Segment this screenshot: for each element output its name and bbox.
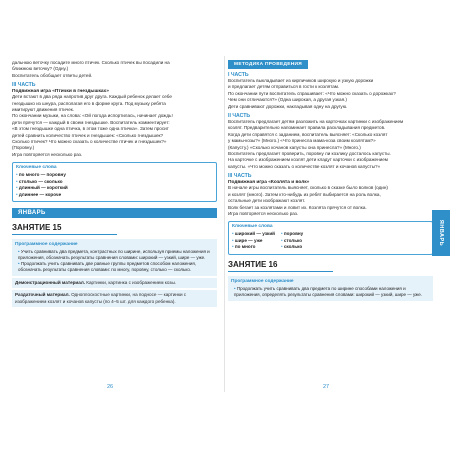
part1-line: Воспитатель выкладывает из кирпичиков широкую и узкую дорожки [228, 78, 374, 83]
part-2-heading: II ЧАСТЬ [228, 113, 251, 120]
program-heading: Программное содержание [231, 278, 294, 284]
month-side-tab-label: ЯНВАРЬ [438, 219, 444, 247]
intro-line-2: ближнюю веточку? (Одну.) [12, 66, 69, 72]
keywords-column-2 [281, 231, 303, 250]
game-text-line: имитируют движения птичек. [12, 107, 75, 113]
game-title: Подвижная игра «Птички в гнездышках» [12, 89, 109, 95]
game-text-line: Волк бегает за козлятами и ловит их. Козлята прячутся от волка. [228, 204, 367, 210]
keyword-item: • широкий — узкий [232, 231, 275, 237]
game-text-line: По окончании музыки, на слова: «Ой погода испортилась, начинает дождь! [12, 113, 173, 119]
handout-material-text: Одноплоскостные картинки, на подносе — картинки с изображением козлят и кочанов капусты (по 4–5 шт. для каждого ребенка). [15, 292, 187, 304]
left-page [12, 60, 217, 390]
right-page [228, 60, 433, 390]
keyword-item: • поровну [281, 231, 303, 237]
game-text-line: Игра повторяется несколько раз. [12, 151, 83, 157]
part-1-heading: I ЧАСТЬ [228, 72, 249, 78]
part2-line: Когда дети справятся с заданием, воспитатель выясняет: «Сколько козлят [228, 131, 388, 137]
part2-line: Воспитатель предлагает проверить, поровну ли козлику досталось капусты. [228, 151, 391, 157]
keyword-item: • столько — сколько [16, 179, 213, 185]
game-text-line: и козлят (много). Затем кто-нибудь из ребят выбирается на роль волка, [228, 191, 381, 197]
page-number: 27 [323, 384, 330, 390]
page-number: 26 [107, 384, 114, 390]
program-content-box [228, 276, 433, 301]
part1-line: Дети сравнивают дорожки, накладывая одну на другую. [228, 103, 348, 109]
keyword-item: • по много — поровну [16, 172, 213, 178]
lesson-title: ЗАНЯТИЕ 15 [12, 223, 117, 235]
handout-material-label: Раздаточный материал. [15, 292, 70, 298]
game-text-line: гнездышко из шнура, располагая его в форме круга. Под музыку ребята [12, 100, 166, 106]
part2-line: На карточке с изображением козлят дети кладут карточки с изображением [228, 157, 388, 163]
lesson-title: ЗАНЯТИЕ 16 [228, 260, 333, 272]
intro-line-1: дальнюю веточку посадите много птичек. Сколько птичек вы посадили на [12, 60, 170, 65]
month-bar [12, 208, 217, 218]
game-text-line: детей сравнить количество птичек и гнездышек: «Сколько гнездышек? [12, 132, 164, 138]
month-label: ЯНВАРЬ [18, 209, 46, 216]
program-item: • Продолжать учить сравнивать два предмета по ширине способами наложения и приложения, определять результаты сравнения словами: широкий — узкий, шире — уже. [231, 286, 430, 298]
keyword-item: • столько [281, 238, 303, 244]
program-item: • Продолжать учить сравнивать две равные группы предметов способом наложения, обозначать результаты сравнения словами: по многу, поровну, столько — сколько. [15, 261, 214, 273]
intro-line-3: Воспитатель обобщает ответы детей. [12, 72, 93, 78]
game-text-line: (Поровну.) [12, 145, 35, 151]
part1-line: По окончании пути воспитатель спрашивает: «Что можно сказать о дорожках? [228, 90, 396, 96]
program-item: • Учить сравнивать два предмета, контрастных по ширине, используя приемы наложения и приложения, обозначать результаты сравнения словами: широкий — узкий, шире — уже. [15, 249, 214, 261]
month-side-tab [432, 210, 450, 256]
demo-material [12, 278, 217, 288]
keyword-item: • длинный — короткий [16, 185, 213, 191]
keyword-item: • сколько [281, 244, 303, 250]
keywords-title: Ключевые слова [232, 224, 273, 230]
game-title: Подвижная игра «Козлята и волк» [228, 180, 310, 186]
book-spine [224, 56, 225, 392]
game-text-line: Сколько птичек? Что можно сказать о количестве птичек и гнездышек?» [12, 139, 167, 145]
demo-material-text: Картинки, картинка с изображением козы. [86, 279, 177, 285]
part1-line: Чем они отличаются?» (Одна широкая, а другая узкая.) [228, 97, 347, 103]
game-text-line: Дети встают в два ряда напротив друг друга. Каждый ребенок делает себе [12, 94, 172, 100]
game-text-line: дети прячутся — каждый в своем гнездышке. Воспитатель комментирует: [12, 119, 170, 125]
section-header-tab [228, 60, 308, 69]
demo-material-label: Демонстрационный материал. [15, 279, 86, 285]
part1-line: и предлагает детям отправиться в гости к козлятам. [228, 84, 340, 90]
part2-line: козлят. Предварительно напоминает правила раскладывания предметов. [228, 125, 386, 131]
keywords-box [228, 221, 433, 254]
section-header-label: МЕТОДИКА ПРОВЕДЕНИЯ [234, 62, 302, 67]
game-text-line: В начале игры воспитатель выясняет, сколько в сказке было волков (один) [228, 185, 388, 191]
part-3-heading: III ЧАСТЬ [228, 173, 252, 180]
game-text-line: «В этом гнездышке одна птичка, в этом тоже одна птичка». Затем просит [12, 126, 169, 132]
keywords-box [12, 162, 217, 202]
part-3-heading: III ЧАСТЬ [12, 82, 36, 89]
game-text-line: Игра повторяется несколько раз. [228, 210, 299, 216]
part2-line: Воспитатель предлагает детям разложить на карточках картинки с изображением [228, 119, 404, 125]
keyword-item: • длиннее — короче [16, 192, 213, 198]
keywords-column-1 [232, 231, 275, 250]
keyword-item: • по много [232, 244, 275, 250]
program-heading: Программное содержание [15, 241, 78, 247]
game-text-line: остальные дети изображают козлят. [228, 198, 306, 204]
handout-material [12, 290, 217, 307]
program-content-box [12, 239, 217, 276]
keywords-title: Ключевые слова [16, 165, 57, 171]
keyword-item: • шире — уже [232, 238, 275, 244]
part2-line: у мамы-козы?» (Много.) «Что принесла мама-коза своим козлятам?» [228, 138, 376, 144]
part2-line: (Капусту.) «Сколько кочанов капусты она принесла?» (Много.) [228, 144, 361, 150]
part2-line: капусты. «Что можно сказать о количестве козлят и кочанов капусты?» [228, 163, 381, 169]
